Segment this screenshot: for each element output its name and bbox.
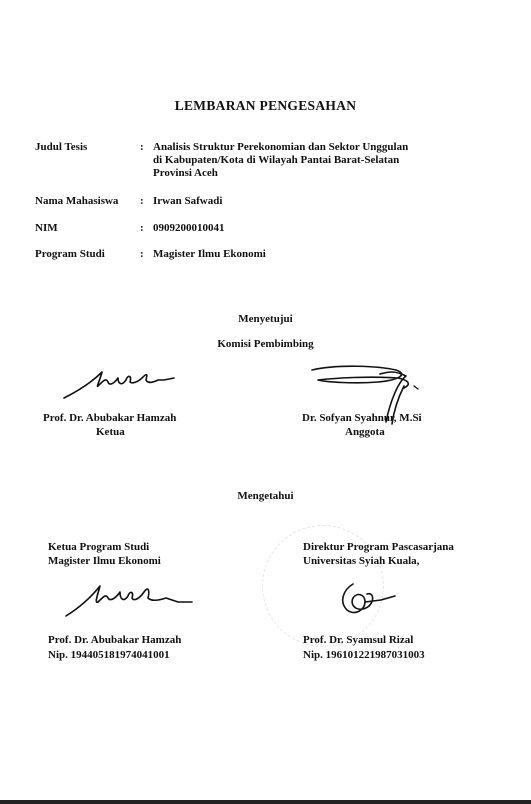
acknowledge-heading: Mengetahui (237, 490, 294, 502)
ack-left-title-2: Magister Ilmu Ekonomi (48, 555, 161, 567)
value-judul-line-2: di Kabupaten/Kota di Wilayah Pantai Barat-Selatan (153, 154, 400, 166)
value-program-studi: Magister Ilmu Ekonomi (153, 248, 266, 260)
label-nama: Nama Mahasiswa (35, 195, 119, 207)
label-judul-tesis: Judul Tesis (35, 141, 88, 153)
ack-right-nip: Nip. 196101221987031003 (303, 649, 425, 661)
signature-syamsul-direktur (335, 580, 415, 624)
value-judul-line-3: Provinsi Aceh (153, 167, 218, 179)
supervisor-left-role: Ketua (96, 426, 125, 438)
bottom-border (0, 800, 531, 804)
colon-judul: : (140, 141, 144, 153)
page-title: LEMBARAN PENGESAHAN (174, 98, 357, 113)
ack-right-title-2: Universitas Syiah Kuala, (303, 555, 420, 567)
colon-nim: : (140, 222, 144, 234)
ack-left-nip: Nip. 194405181974041001 (48, 649, 170, 661)
label-nim: NIM (35, 222, 58, 234)
committee-heading: Komisi Pembimbing (217, 338, 314, 350)
colon-prodi: : (140, 248, 144, 260)
ack-left-title-1: Ketua Program Studi (48, 541, 150, 553)
ack-right-name: Prof. Dr. Syamsul Rizal (303, 634, 414, 646)
supervisor-right-role: Anggota (345, 426, 385, 438)
signature-abubakar-kaprodi (62, 580, 198, 620)
value-nim: 0909200010041 (153, 222, 225, 234)
approval-heading: Menyetujui (238, 313, 293, 325)
ack-left-name: Prof. Dr. Abubakar Hamzah (48, 634, 182, 646)
signature-abubakar-ketua (62, 366, 192, 402)
supervisor-right-name: Dr. Sofyan Syahnur, M.Si (302, 412, 422, 424)
value-nama: Irwan Safwadi (153, 195, 223, 207)
ack-right-title-1: Direktur Program Pascasarjana (303, 541, 454, 553)
supervisor-left-name: Prof. Dr. Abubakar Hamzah (43, 412, 177, 424)
value-judul-line-1: Analisis Struktur Perekonomian dan Sektor Unggulan (153, 141, 409, 153)
colon-nama: : (140, 195, 144, 207)
label-program-studi: Program Studi (35, 248, 105, 260)
